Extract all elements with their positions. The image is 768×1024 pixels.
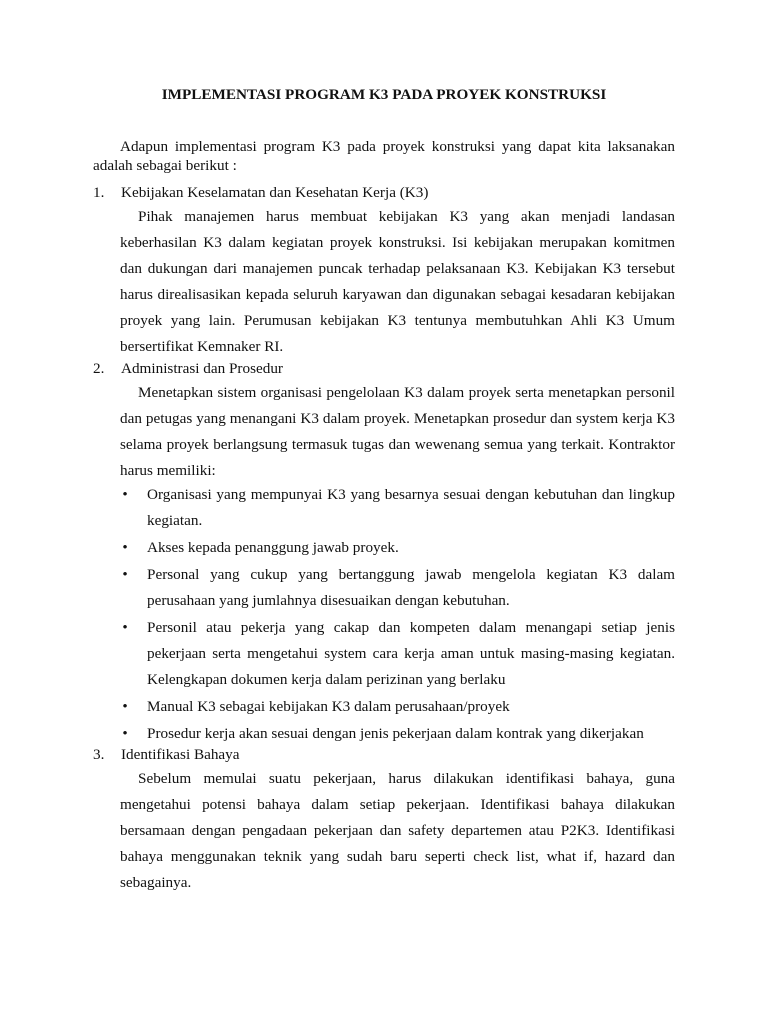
section-3-paragraph: Sebelum memulai suatu pekerjaan, harus dilakukan identifikasi bahaya, guna mengetahui potensi bahaya dalam setiap pekerjaan. Identifikasi bahaya dilakukan bersamaan dengan pengadaan pekerjaan dan safety departemen atau P2K3. Identifikasi bahaya menggunakan teknik yang sudah baru seperti check list, what if, hazard dan sebagainya. (120, 770, 675, 891)
bullet-icon: • (122, 619, 128, 636)
section-1-number: 1. (93, 184, 105, 201)
list-item (120, 694, 675, 720)
section-2-number: 2. (93, 360, 105, 377)
section-3-title: Identifikasi Bahaya (121, 746, 240, 763)
section-3-heading (93, 745, 675, 764)
section-1-paragraph: Pihak manajemen harus membuat kebijakan K3 yang akan menjadi landasan keberhasilan K3 dalam kegiatan proyek konstruksi. Isi kebijakan merupakan komitmen dan dukungan dari manajemen puncak terhadap pelaksanaan K3. Kebijakan K3 tersebut harus direalisasikan kepada seluruh karyawan dan digunakan sebagai kesadaran kebijakan proyek yang lain. Perumusan kebijakan K3 tentunya membutuhkan Ahli K3 Umum bersertifikat Kemnaker RI. (120, 208, 675, 355)
list-item-text: Personil atau pekerja yang cakap dan kompeten dalam menangapi setiap jenis pekerjaan serta mengetahui system cara kerja aman untuk masing-masing kegiatan. Kelengkapan dokumen kerja dalam perizinan yang berlaku (147, 619, 675, 688)
requirements-list (120, 482, 675, 748)
list-item-text: Personal yang cukup yang bertanggung jawab mengelola kegiatan K3 dalam perusahaan yang jumlahnya disesuaikan dengan kebutuhan. (147, 566, 675, 609)
list-item-text: Akses kepada penanggung jawab proyek. (147, 539, 399, 556)
bullet-icon: • (122, 566, 128, 583)
intro-paragraph: Adapun implementasi program K3 pada proyek konstruksi yang dapat kita laksanakan adalah sebagai berikut : (93, 138, 675, 174)
list-item (120, 482, 675, 534)
list-item-text: Prosedur kerja akan sesuai dengan jenis pekerjaan dalam kontrak yang dikerjakan (147, 725, 644, 742)
bullet-icon: • (122, 698, 128, 715)
section-1-heading (93, 183, 675, 202)
section-2-heading (93, 359, 675, 378)
section-3-number: 3. (93, 746, 105, 763)
list-item-text: Organisasi yang mempunyai K3 yang besarnya sesuai dengan kebutuhan dan lingkup kegiatan. (147, 486, 675, 529)
list-item-text: Manual K3 sebagai kebijakan K3 dalam perusahaan/proyek (147, 698, 510, 715)
section-2-paragraph: Menetapkan sistem organisasi pengelolaan K3 dalam proyek serta menetapkan personil dan petugas yang menangani K3 dalam proyek. Menetapkan prosedur dan system kerja K3 selama proyek berlangsung termasuk tugas dan wewenang semua yang terkait. Kontraktor harus memiliki: (120, 384, 675, 479)
bullet-icon: • (122, 725, 128, 742)
list-item (120, 562, 675, 614)
list-item (120, 535, 675, 561)
page-title: IMPLEMENTASI PROGRAM K3 PADA PROYEK KONSTRUKSI (161, 86, 607, 103)
bullet-icon: • (122, 539, 128, 556)
bullet-icon: • (122, 486, 128, 503)
section-2-title: Administrasi dan Prosedur (121, 360, 283, 377)
list-item (120, 615, 675, 693)
list-item (120, 721, 675, 747)
section-1-title: Kebijakan Keselamatan dan Kesehatan Kerja (K3) (121, 184, 429, 201)
